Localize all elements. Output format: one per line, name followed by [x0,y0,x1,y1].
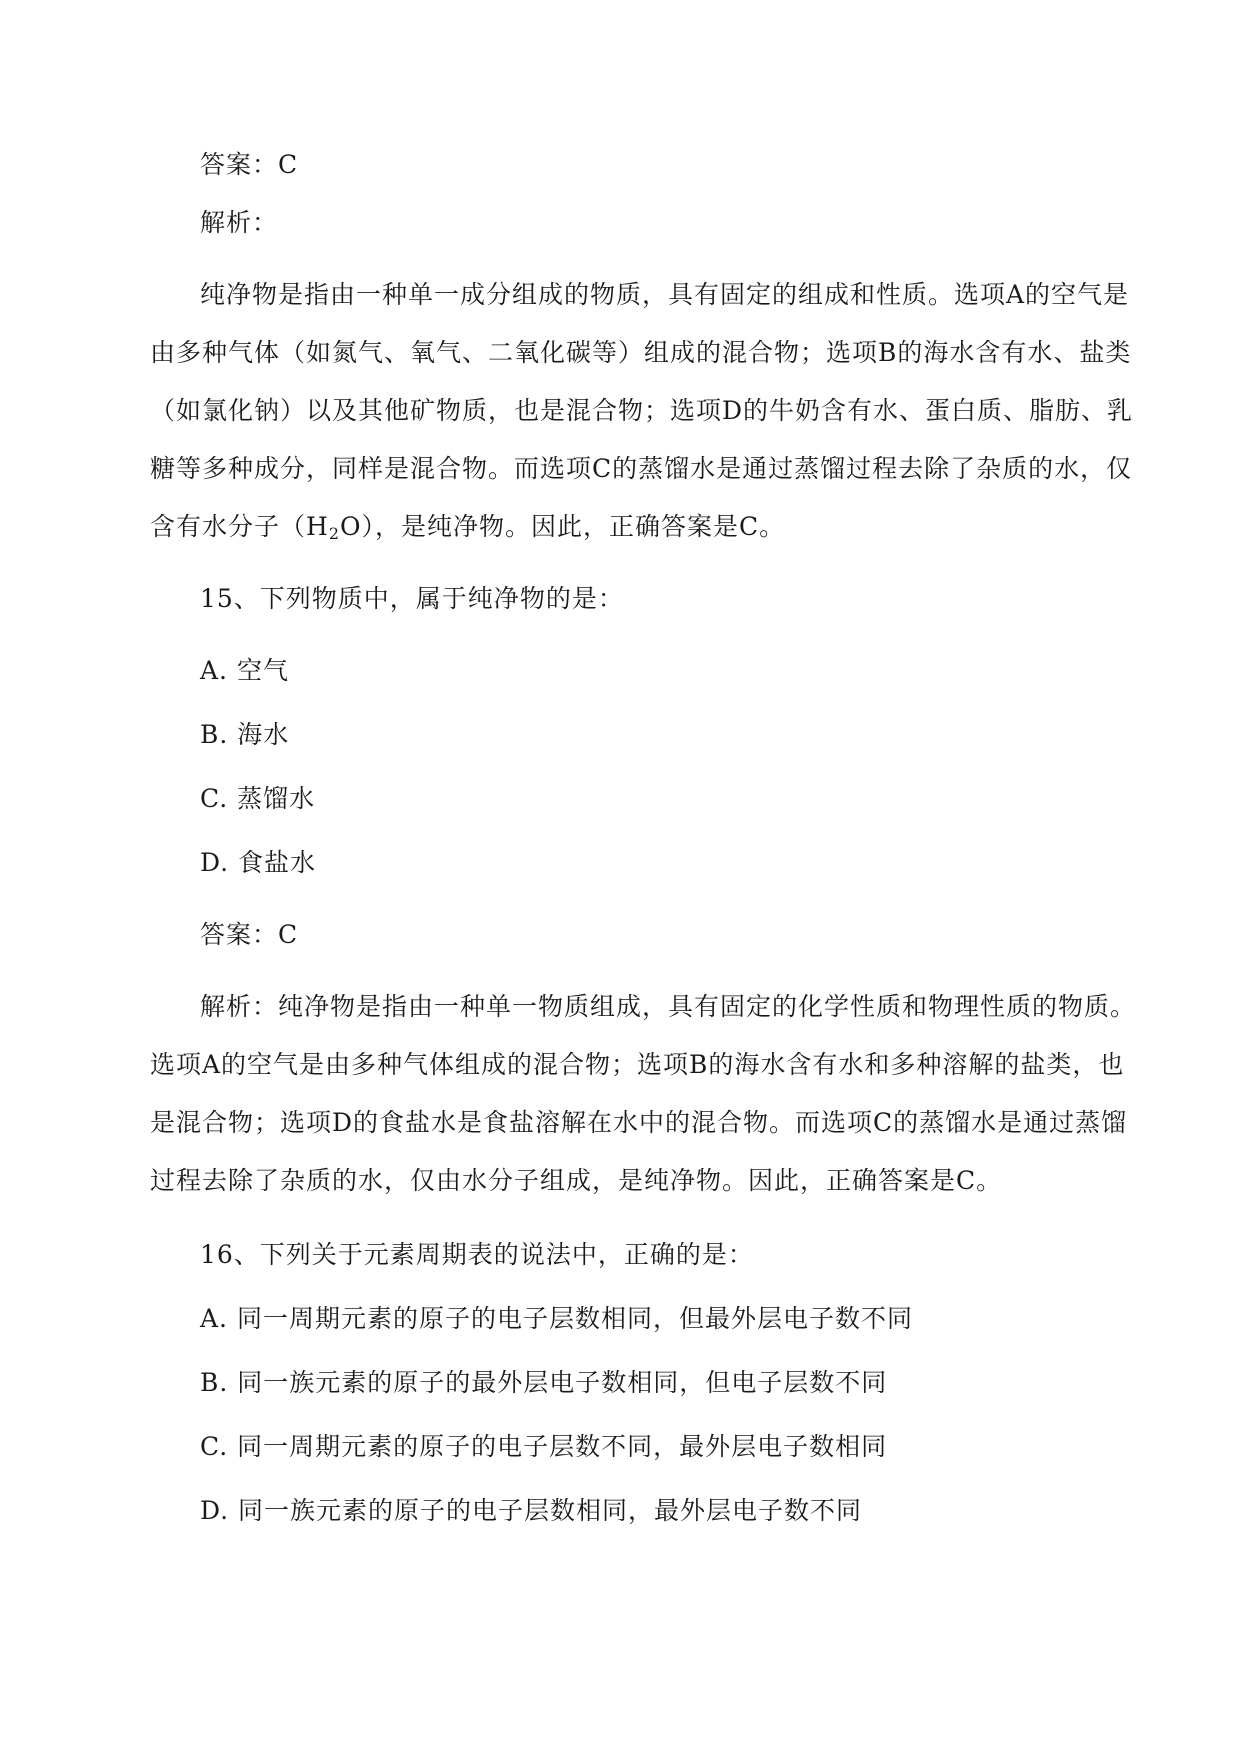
question-15-stem: 15、下列物质中，属于纯净物的是： [200,584,624,613]
q15-option-d: D. 食盐水 [200,848,317,877]
analysis-q14-line-5-prefix: 含有水分子（H [150,512,329,541]
analysis-q14-line-4: 糖等多种成分，同样是混合物。而选项C的蒸馏水是通过蒸馏过程去除了杂质的水，仅 [150,454,1133,483]
analysis-q14-line-5-suffix: O），是纯净物。因此，正确答案是C。 [340,512,786,541]
analysis-q14-line-1: 纯净物是指由一种单一成分组成的物质，具有固定的组成和性质。选项A的空气是 [200,280,1130,309]
q16-option-b: B. 同一族元素的原子的最外层电子数相同，但电子层数不同 [200,1368,888,1397]
question-16-stem: 16、下列关于元素周期表的说法中，正确的是： [200,1240,754,1269]
answer-q15: 答案：C [200,920,299,949]
analysis-q15-line-4: 过程去除了杂质的水，仅由水分子组成，是纯净物。因此，正确答案是C。 [150,1166,1003,1195]
analysis-q15-line-3: 是混合物；选项D的食盐水是食盐溶解在水中的混合物。而选项C的蒸馏水是通过蒸馏 [150,1108,1128,1137]
analysis-q14-line-5 [150,512,1092,542]
q15-option-a: A. 空气 [200,656,289,685]
answer-q14: 答案：C [200,150,299,179]
q15-option-c: C. 蒸馏水 [200,784,316,813]
analysis-q15-line-2: 选项A的空气是由多种气体组成的混合物；选项B的海水含有水和多种溶解的盐类，也 [150,1050,1125,1079]
q16-option-a: A. 同一周期元素的原子的电子层数相同，但最外层电子数不同 [200,1304,913,1333]
q15-option-b: B. 海水 [200,720,290,749]
q16-option-c: C. 同一周期元素的原子的电子层数不同，最外层电子数相同 [200,1432,888,1461]
analysis-q14-line-3: （如氯化钠）以及其他矿物质，也是混合物；选项D的牛奶含有水、蛋白质、脂肪、乳 [150,396,1134,425]
analysis-q15-line-1: 解析：纯净物是指由一种单一物质组成，具有固定的化学性质和物理性质的物质。 [200,992,1137,1021]
analysis-q14-line-2: 由多种气体（如氮气、氧气、二氧化碳等）组成的混合物；选项B的海水含有水、盐类 [150,338,1132,367]
analysis-label-q14: 解析： [200,208,279,237]
q16-option-d: D. 同一族元素的原子的电子层数相同，最外层电子数不同 [200,1496,863,1525]
subscript-2: 2 [328,524,340,543]
